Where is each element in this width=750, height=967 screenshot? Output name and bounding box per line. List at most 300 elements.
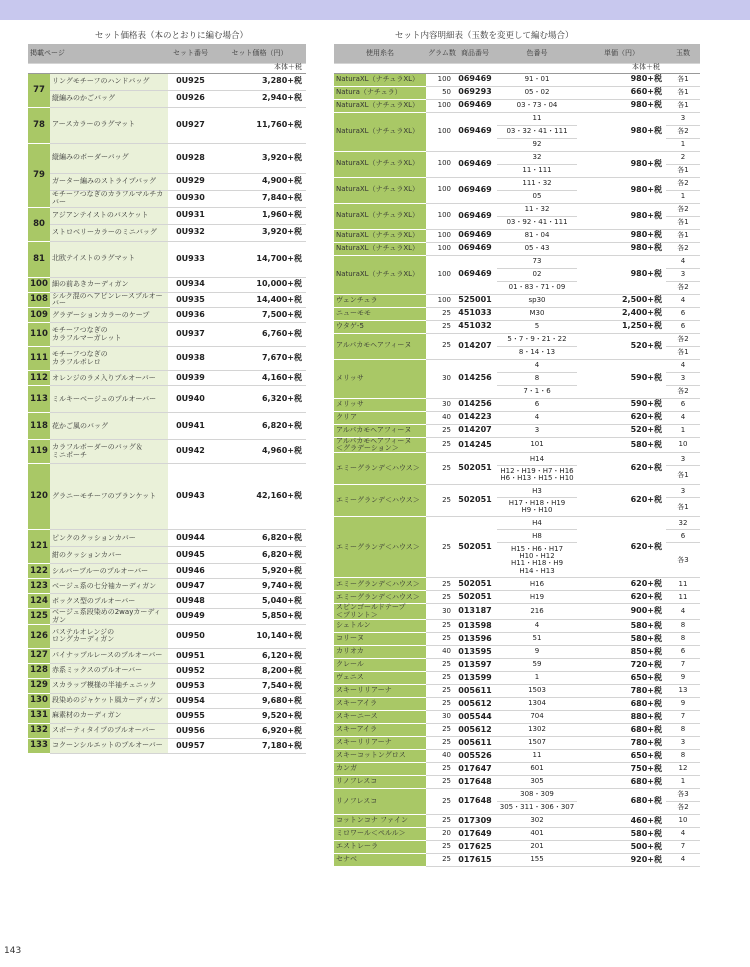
set-price-table xyxy=(28,44,306,754)
unit-price: 520+税 xyxy=(577,333,666,359)
unit-price: 2,500+税 xyxy=(577,294,666,307)
table-row xyxy=(28,207,306,224)
page-number-cell: 125 xyxy=(28,609,50,625)
table-row xyxy=(28,579,306,594)
unit-price: 1,250+税 xyxy=(577,320,666,333)
color-number: 305 xyxy=(497,775,577,788)
table-row xyxy=(28,347,306,371)
item-name: スカラップ模様の半袖チュニック xyxy=(50,678,168,693)
unit-price: 980+税 xyxy=(577,255,666,294)
yarn-name: コットンコナ ファイン xyxy=(334,814,426,827)
table-row xyxy=(334,177,700,190)
grams: 100 xyxy=(426,203,453,229)
ball-count: 1 xyxy=(666,775,700,788)
table-row xyxy=(334,517,700,530)
set-price: 14,700+税 xyxy=(213,241,306,277)
unit-price: 650+税 xyxy=(577,749,666,762)
table-row xyxy=(334,151,700,164)
ball-count: 各1 xyxy=(666,73,700,86)
ball-count: 10 xyxy=(666,437,700,453)
item-name: ガーター編みのストライプバッグ xyxy=(50,173,168,190)
color-number: H19 xyxy=(497,591,577,604)
yarn-name: コリーヌ xyxy=(334,632,426,645)
grams: 25 xyxy=(426,424,453,437)
set-number: 0U925 xyxy=(168,73,213,90)
header-page: 掲載ページ xyxy=(28,44,168,63)
grams: 25 xyxy=(426,671,453,684)
unit-price: 980+税 xyxy=(577,73,666,86)
product-number: 069469 xyxy=(453,203,497,229)
header-unit-price: 単価（円） xyxy=(577,44,666,63)
unit-price: 920+税 xyxy=(577,853,666,866)
yarn-name: アルパカモヘアフィーヌ ＜グラデーション＞ xyxy=(334,437,426,453)
color-number: 7・1・6 xyxy=(497,385,577,398)
table-row xyxy=(28,609,306,625)
set-price: 1,960+税 xyxy=(213,207,306,224)
item-name: アースカラーのラグマット xyxy=(50,107,168,143)
table-row xyxy=(334,645,700,658)
color-number: 03・32・41・111 xyxy=(497,125,577,138)
unit-price: 620+税 xyxy=(577,453,666,485)
ball-count: 各1 xyxy=(666,498,700,517)
set-price: 5,040+税 xyxy=(213,594,306,609)
page-number-cell: 133 xyxy=(28,738,50,753)
unit-price: 680+税 xyxy=(577,723,666,736)
yarn-name: アルパカモヘアフィーヌ xyxy=(334,424,426,437)
product-number: 005611 xyxy=(453,736,497,749)
table-row xyxy=(334,203,700,216)
table-row xyxy=(334,578,700,591)
color-number: 11 xyxy=(497,112,577,125)
table-row xyxy=(28,73,306,90)
color-number: 1503 xyxy=(497,684,577,697)
product-number: 013596 xyxy=(453,632,497,645)
set-price: 6,120+税 xyxy=(213,648,306,663)
table-row xyxy=(334,671,700,684)
page-number-cell: 81 xyxy=(28,241,50,277)
set-price: 3,920+税 xyxy=(213,224,306,241)
product-number: 502051 xyxy=(453,517,497,578)
set-price: 7,840+税 xyxy=(213,190,306,207)
yarn-name: アルパカモヘアフィーヌ xyxy=(334,333,426,359)
set-number: 0U929 xyxy=(168,173,213,190)
product-number: 069469 xyxy=(453,99,497,112)
ball-count: 6 xyxy=(666,398,700,411)
set-number: 0U957 xyxy=(168,738,213,753)
page-number-cell: 122 xyxy=(28,564,50,579)
color-number: 8・14・13 xyxy=(497,346,577,359)
table-row xyxy=(334,307,700,320)
item-name: ボックス型のプルオーバー xyxy=(50,594,168,609)
ball-count: 各2 xyxy=(666,801,700,814)
set-number: 0U951 xyxy=(168,648,213,663)
page-number-cell: 130 xyxy=(28,693,50,708)
header-color-number: 色番号 xyxy=(497,44,577,63)
yarn-name: クレール xyxy=(334,658,426,671)
set-price: 4,960+税 xyxy=(213,440,306,464)
set-number: 0U946 xyxy=(168,564,213,579)
set-number: 0U937 xyxy=(168,323,213,347)
ball-count: 3 xyxy=(666,736,700,749)
grams: 30 xyxy=(426,710,453,723)
color-number: 201 xyxy=(497,840,577,853)
unit-price: 500+税 xyxy=(577,840,666,853)
color-number: H16 xyxy=(497,578,577,591)
ball-count: 9 xyxy=(666,671,700,684)
item-name: コクーンシルエットのプルオーバー xyxy=(50,738,168,753)
item-name: シルク混のヘアピンレースプルオーバー xyxy=(50,292,168,308)
set-number: 0U933 xyxy=(168,241,213,277)
set-price: 6,820+税 xyxy=(213,413,306,440)
grams: 25 xyxy=(426,840,453,853)
ball-count: 各1 xyxy=(666,229,700,242)
product-number: 502051 xyxy=(453,453,497,485)
ball-count: 13 xyxy=(666,684,700,697)
ball-count: 6 xyxy=(666,645,700,658)
table-row xyxy=(28,277,306,292)
product-number: 014256 xyxy=(453,359,497,398)
product-number: 017649 xyxy=(453,827,497,840)
unit-label: 本体＋税 xyxy=(334,63,700,73)
grams: 100 xyxy=(426,242,453,255)
set-price: 9,520+税 xyxy=(213,708,306,723)
product-number: 017625 xyxy=(453,840,497,853)
set-price: 7,540+税 xyxy=(213,678,306,693)
color-number: 3 xyxy=(497,424,577,437)
set-price: 2,940+税 xyxy=(213,90,306,107)
set-number: 0U931 xyxy=(168,207,213,224)
set-number: 0U940 xyxy=(168,386,213,413)
product-number: 013598 xyxy=(453,619,497,632)
table-row xyxy=(334,99,700,112)
item-name: モチーフつなぎの カラフルボレロ xyxy=(50,347,168,371)
grams: 25 xyxy=(426,591,453,604)
table-row xyxy=(334,827,700,840)
yarn-name: NaturaXL（ナチュラXL） xyxy=(334,112,426,151)
color-number: 81・04 xyxy=(497,229,577,242)
table-row xyxy=(28,371,306,386)
ball-count: 各2 xyxy=(666,203,700,216)
product-number: 451032 xyxy=(453,320,497,333)
item-name: モチーフつなぎのカラフルマルチカバー xyxy=(50,190,168,207)
ball-count: 7 xyxy=(666,840,700,853)
product-number: 014256 xyxy=(453,398,497,411)
ball-count: 7 xyxy=(666,710,700,723)
set-price: 5,850+税 xyxy=(213,609,306,625)
ball-count: 各3 xyxy=(666,543,700,578)
color-number: H4 xyxy=(497,517,577,530)
set-number: 0U944 xyxy=(168,530,213,547)
page-number-cell: 131 xyxy=(28,708,50,723)
yarn-name: スキーリリアーナ xyxy=(334,736,426,749)
unit-price: 980+税 xyxy=(577,203,666,229)
page-number-cell: 108 xyxy=(28,292,50,308)
product-number: 017648 xyxy=(453,775,497,788)
color-number: 302 xyxy=(497,814,577,827)
page-number-cell: 123 xyxy=(28,579,50,594)
product-number: 502051 xyxy=(453,578,497,591)
top-color-band xyxy=(0,0,750,20)
yarn-name: NaturaXL（ナチュラXL） xyxy=(334,229,426,242)
ball-count: 12 xyxy=(666,762,700,775)
ball-count: 4 xyxy=(666,604,700,620)
right-table-title: セット内容明細表（玉数を変更して編む場合） xyxy=(395,31,574,41)
page-number-cell: 79 xyxy=(28,143,50,207)
color-number: 4 xyxy=(497,411,577,424)
table-row xyxy=(28,624,306,648)
color-number: 73 xyxy=(497,255,577,268)
grams: 100 xyxy=(426,73,453,86)
yarn-name: シェトルン xyxy=(334,619,426,632)
ball-count: 32 xyxy=(666,517,700,530)
grams: 20 xyxy=(426,827,453,840)
item-name: 縦編みのボーダーバッグ xyxy=(50,143,168,173)
product-number: 069469 xyxy=(453,73,497,86)
color-number: 4 xyxy=(497,619,577,632)
item-name: カラフルボーダーのバッグ＆ ミニポーチ xyxy=(50,440,168,464)
header-yarn-name: 使用糸名 xyxy=(334,44,426,63)
product-number: 005612 xyxy=(453,697,497,710)
color-number: 5・7・9・21・22 xyxy=(497,333,577,346)
table-row xyxy=(28,530,306,547)
grams: 25 xyxy=(426,485,453,517)
set-number: 0U954 xyxy=(168,693,213,708)
ball-count: 各2 xyxy=(666,385,700,398)
table-row xyxy=(28,678,306,693)
set-number: 0U941 xyxy=(168,413,213,440)
product-number: 069469 xyxy=(453,229,497,242)
ball-count: 8 xyxy=(666,723,700,736)
table-row xyxy=(334,591,700,604)
set-number: 0U945 xyxy=(168,547,213,564)
unit-price: 460+税 xyxy=(577,814,666,827)
table-row xyxy=(28,738,306,753)
ball-count: 6 xyxy=(666,320,700,333)
set-number: 0U936 xyxy=(168,308,213,323)
table-row xyxy=(334,437,700,453)
table-row xyxy=(28,663,306,678)
table-row xyxy=(334,485,700,498)
color-number: 11 xyxy=(497,749,577,762)
unit-price: 980+税 xyxy=(577,99,666,112)
set-price: 11,760+税 xyxy=(213,107,306,143)
color-number: 9 xyxy=(497,645,577,658)
unit-price: 750+税 xyxy=(577,762,666,775)
product-number: 069469 xyxy=(453,242,497,255)
item-name: グラデーションカラーのケープ xyxy=(50,308,168,323)
set-price: 6,320+税 xyxy=(213,386,306,413)
table-row xyxy=(334,775,700,788)
yarn-name: エミーグランデ＜ハウス＞ xyxy=(334,517,426,578)
unit-price: 850+税 xyxy=(577,645,666,658)
ball-count: 各2 xyxy=(666,125,700,138)
table-row xyxy=(334,749,700,762)
item-name: ベージュ系段染めの2wayカーディガン xyxy=(50,609,168,625)
color-number: 4 xyxy=(497,359,577,372)
color-number: 91・01 xyxy=(497,73,577,86)
set-price: 4,160+税 xyxy=(213,371,306,386)
grams: 25 xyxy=(426,453,453,485)
grams: 25 xyxy=(426,437,453,453)
item-name: リングモチーフのハンドバッグ xyxy=(50,73,168,90)
page-number-cell: 119 xyxy=(28,440,50,464)
ball-count: 3 xyxy=(666,112,700,125)
ball-count: 3 xyxy=(666,485,700,498)
product-number: 013595 xyxy=(453,645,497,658)
table-row xyxy=(334,294,700,307)
set-number: 0U942 xyxy=(168,440,213,464)
table-row xyxy=(28,693,306,708)
unit-price: 590+税 xyxy=(577,398,666,411)
ball-count: 6 xyxy=(666,530,700,543)
page-number-cell: 132 xyxy=(28,723,50,738)
set-price: 8,200+税 xyxy=(213,663,306,678)
color-number: 8 xyxy=(497,372,577,385)
product-number: 017309 xyxy=(453,814,497,827)
page-number-cell: 77 xyxy=(28,73,50,107)
item-name: グラニーモチーフのブランケット xyxy=(50,464,168,530)
product-number: 014223 xyxy=(453,411,497,424)
table-row xyxy=(334,658,700,671)
ball-count: 各3 xyxy=(666,788,700,801)
table-row xyxy=(334,255,700,268)
set-number: 0U955 xyxy=(168,708,213,723)
yarn-name: スキーアイラ xyxy=(334,697,426,710)
set-price: 5,920+税 xyxy=(213,564,306,579)
color-number: 11・32 xyxy=(497,203,577,216)
table-row xyxy=(28,323,306,347)
ball-count: 10 xyxy=(666,814,700,827)
set-price: 7,500+税 xyxy=(213,308,306,323)
table-row xyxy=(28,308,306,323)
set-price: 4,900+税 xyxy=(213,173,306,190)
grams: 25 xyxy=(426,333,453,359)
item-name: モチーフつなぎの カラフルマーガレット xyxy=(50,323,168,347)
page-number-cell: 128 xyxy=(28,663,50,678)
yarn-name: エミーグランデ＜ハウス＞ xyxy=(334,485,426,517)
unit-price: 980+税 xyxy=(577,229,666,242)
table-row xyxy=(334,242,700,255)
page-number-cell: 112 xyxy=(28,371,50,386)
set-number: 0U952 xyxy=(168,663,213,678)
yarn-name: ミロワール＜ペルル＞ xyxy=(334,827,426,840)
item-name: ミルキーベージュのプルオーバー xyxy=(50,386,168,413)
unit-price: 680+税 xyxy=(577,697,666,710)
yarn-name: NaturaXL（ナチュラXL） xyxy=(334,255,426,294)
unit-price: 980+税 xyxy=(577,151,666,177)
set-price: 10,140+税 xyxy=(213,624,306,648)
product-number: 069469 xyxy=(453,151,497,177)
page-number-cell: 124 xyxy=(28,594,50,609)
color-number: 32 xyxy=(497,151,577,164)
grams: 40 xyxy=(426,645,453,658)
grams: 25 xyxy=(426,320,453,333)
ball-count: 各2 xyxy=(666,281,700,294)
yarn-name: エミーグランデ＜ハウス＞ xyxy=(334,578,426,591)
set-price: 3,280+税 xyxy=(213,73,306,90)
yarn-name: カリオカ xyxy=(334,645,426,658)
color-number: 101 xyxy=(497,437,577,453)
header-set-number: セット番号 xyxy=(168,44,213,63)
table-row xyxy=(28,440,306,464)
ball-count: 各2 xyxy=(666,177,700,190)
yarn-name: スキーニース xyxy=(334,710,426,723)
page-number-cell: 118 xyxy=(28,413,50,440)
unit-price: 620+税 xyxy=(577,578,666,591)
product-number: 014207 xyxy=(453,424,497,437)
header-set-price: セット価格（円） xyxy=(213,44,306,63)
ball-count: 11 xyxy=(666,578,700,591)
ball-count: 1 xyxy=(666,190,700,203)
product-number: 013599 xyxy=(453,671,497,684)
set-price: 6,760+税 xyxy=(213,323,306,347)
color-number: 308・309 xyxy=(497,788,577,801)
item-name: パイナップルレースのプルオーバー xyxy=(50,648,168,663)
product-number: 502051 xyxy=(453,591,497,604)
grams: 100 xyxy=(426,177,453,203)
item-name: ベージュ系の七分袖カーディガン xyxy=(50,579,168,594)
left-table-title: セット価格表（本のとおりに編む場合） xyxy=(95,31,249,41)
yarn-name: ニューモモ xyxy=(334,307,426,320)
table-row xyxy=(334,398,700,411)
product-number: 017647 xyxy=(453,762,497,775)
color-number: 704 xyxy=(497,710,577,723)
yarn-name: メリッサ xyxy=(334,359,426,398)
table-row xyxy=(334,736,700,749)
product-number: 005611 xyxy=(453,684,497,697)
color-number: 111・32 xyxy=(497,177,577,190)
color-number: H12・H19・H7・H16 H6・H13・H15・H10 xyxy=(497,466,577,485)
ball-count: 1 xyxy=(666,138,700,151)
yarn-name: Natura（ナチュラ） xyxy=(334,86,426,99)
item-name: 段染めのジャケット風カーディガン xyxy=(50,693,168,708)
table-row xyxy=(334,411,700,424)
item-name: ピンクのクッションカバー xyxy=(50,530,168,547)
ball-count: 1 xyxy=(666,424,700,437)
set-price: 6,920+税 xyxy=(213,723,306,738)
yarn-name: NaturaXL（ナチュラXL） xyxy=(334,242,426,255)
color-number: 05 xyxy=(497,190,577,203)
unit-price: 980+税 xyxy=(577,177,666,203)
ball-count: 4 xyxy=(666,827,700,840)
table-row xyxy=(334,73,700,86)
ball-count: 4 xyxy=(666,294,700,307)
yarn-name: リノフレスコ xyxy=(334,775,426,788)
product-number: 069469 xyxy=(453,112,497,151)
table-row xyxy=(334,840,700,853)
grams: 25 xyxy=(426,632,453,645)
item-name: 麻素材のカーディガン xyxy=(50,708,168,723)
item-name: 赤系ミックスのプルオーバー xyxy=(50,663,168,678)
page-number: 143 xyxy=(4,946,22,956)
unit-price: 2,400+税 xyxy=(577,307,666,320)
color-number: 155 xyxy=(497,853,577,866)
page-number-cell: 111 xyxy=(28,347,50,371)
unit-price: 900+税 xyxy=(577,604,666,620)
yarn-name: カンガ xyxy=(334,762,426,775)
grams: 25 xyxy=(426,736,453,749)
color-number: 1302 xyxy=(497,723,577,736)
item-name: 縦編みのかごバッグ xyxy=(50,90,168,107)
product-number: 017648 xyxy=(453,788,497,814)
yarn-name: セナベ xyxy=(334,853,426,866)
grams: 25 xyxy=(426,788,453,814)
ball-count: 4 xyxy=(666,411,700,424)
ball-count: 9 xyxy=(666,697,700,710)
yarn-name: エミーグランデ＜ハウス＞ xyxy=(334,591,426,604)
table-row xyxy=(334,814,700,827)
color-number: 03・73・04 xyxy=(497,99,577,112)
